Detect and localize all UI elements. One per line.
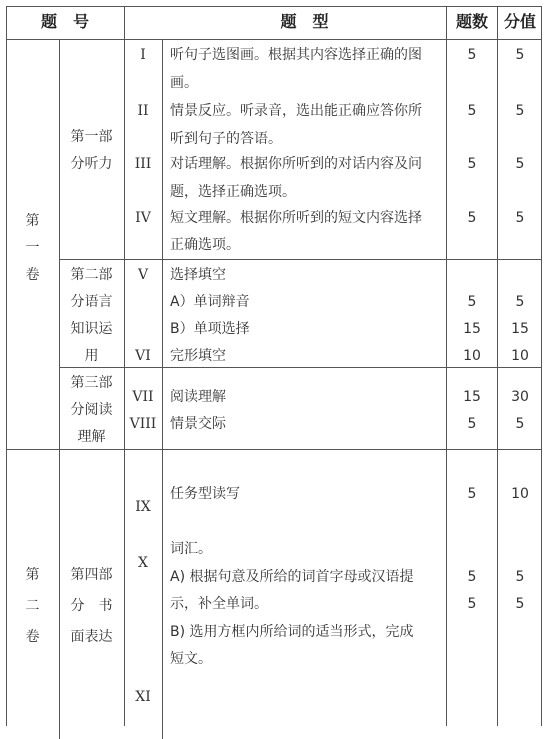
item-score: 10 <box>511 486 529 502</box>
item-count: 5 <box>467 103 477 119</box>
header-divider <box>6 39 542 40</box>
item-count: 5 <box>467 486 477 502</box>
part3-label: 第三部 <box>70 375 113 391</box>
header-count-label: 题数 <box>455 12 488 31</box>
item-description: 完形填空 <box>170 348 226 364</box>
item-number: VII <box>132 389 154 405</box>
part4-label: 第四部 <box>70 567 113 583</box>
item-number: IX <box>135 499 151 515</box>
item-score: 5 <box>515 569 525 585</box>
item-score: 10 <box>511 348 529 364</box>
item-number: XI <box>135 689 151 705</box>
part2-label: 用 <box>84 348 99 364</box>
part1-label: 分听力 <box>70 156 113 172</box>
item-number: VI <box>135 348 151 364</box>
item-number: II <box>137 103 149 119</box>
part3-label: 分阅读 <box>70 402 113 418</box>
part2-label: 分语言 <box>70 294 113 310</box>
header-score-label: 分值 <box>503 12 536 31</box>
item-description: B) 选用方框内所给词的适当形式，完成 <box>170 624 414 640</box>
item-count: 15 <box>463 389 481 405</box>
item-score: 5 <box>515 210 525 226</box>
part2-divider <box>59 367 542 368</box>
item-description: 词汇。 <box>170 541 212 557</box>
part4-label: 面表达 <box>70 629 113 645</box>
volume1-label-char: 一 <box>25 240 40 256</box>
part1-divider <box>59 259 542 260</box>
item-count: 15 <box>463 321 481 337</box>
item-description: 示，补全单词。 <box>170 596 268 612</box>
item-description: A）单词辩音 <box>170 294 250 310</box>
item-score: 5 <box>515 596 525 612</box>
part2-label: 第二部 <box>70 267 113 283</box>
item-description: 对话理解。根据你所听到的对话内容及问 <box>170 156 422 172</box>
item-score: 15 <box>511 321 529 337</box>
volume-divider <box>6 449 542 450</box>
item-description: 情景反应。听录音，选出能正确应答你所 <box>170 103 422 119</box>
part3-label: 理解 <box>77 429 106 445</box>
item-score: 5 <box>515 416 525 432</box>
item-description: A) 根据句意及所给的词首字母或汉语提 <box>170 569 414 585</box>
volume2-label-char: 卷 <box>25 629 40 645</box>
part2-label: 知识运 <box>70 321 113 337</box>
item-count: 5 <box>467 416 477 432</box>
col-divider-num <box>162 39 163 739</box>
item-number: VIII <box>129 416 157 432</box>
item-description: 情景交际 <box>170 416 226 432</box>
item-number: X <box>138 555 148 571</box>
item-count: 5 <box>467 156 477 172</box>
item-count: 5 <box>467 596 477 612</box>
item-score: 5 <box>515 294 525 310</box>
item-description: 正确选项。 <box>170 237 240 253</box>
item-score: 5 <box>515 103 525 119</box>
item-description: 听到句子的答语。 <box>170 131 282 147</box>
volume1-label-char: 第 <box>25 213 40 229</box>
item-description: 短文理解。根据你所听到的短文内容选择 <box>170 210 422 226</box>
item-count: 5 <box>467 47 477 63</box>
volume2-label-char: 二 <box>25 598 40 614</box>
item-description: B）单项选择 <box>170 321 250 337</box>
part1-label: 第一部 <box>70 129 113 145</box>
item-score: 5 <box>515 47 525 63</box>
item-count: 10 <box>463 348 481 364</box>
item-description: 阅读理解 <box>170 389 226 405</box>
item-number: V <box>137 267 149 283</box>
item-description: 任务型读写 <box>170 486 240 502</box>
item-description: 题，选择正确选项。 <box>170 184 296 200</box>
volume1-label-char: 卷 <box>25 267 40 283</box>
header-type-label: 题 型 <box>280 12 329 31</box>
item-score: 5 <box>515 156 525 172</box>
header-section-label: 题 号 <box>40 12 89 31</box>
item-count: 5 <box>467 294 477 310</box>
item-number: III <box>134 156 152 172</box>
item-count: 5 <box>467 210 477 226</box>
item-description: 画。 <box>170 75 198 91</box>
item-score: 30 <box>511 389 529 405</box>
volume2-label-char: 第 <box>25 567 40 583</box>
item-description: 短文。 <box>170 651 212 667</box>
item-description: 听句子选图画。根据其内容选择正确的图 <box>170 47 422 63</box>
item-count: 5 <box>467 569 477 585</box>
part4-label: 分 书 <box>70 598 113 614</box>
item-number: IV <box>135 210 151 226</box>
item-number: I <box>140 47 146 63</box>
item-description: 选择填空 <box>170 267 226 283</box>
